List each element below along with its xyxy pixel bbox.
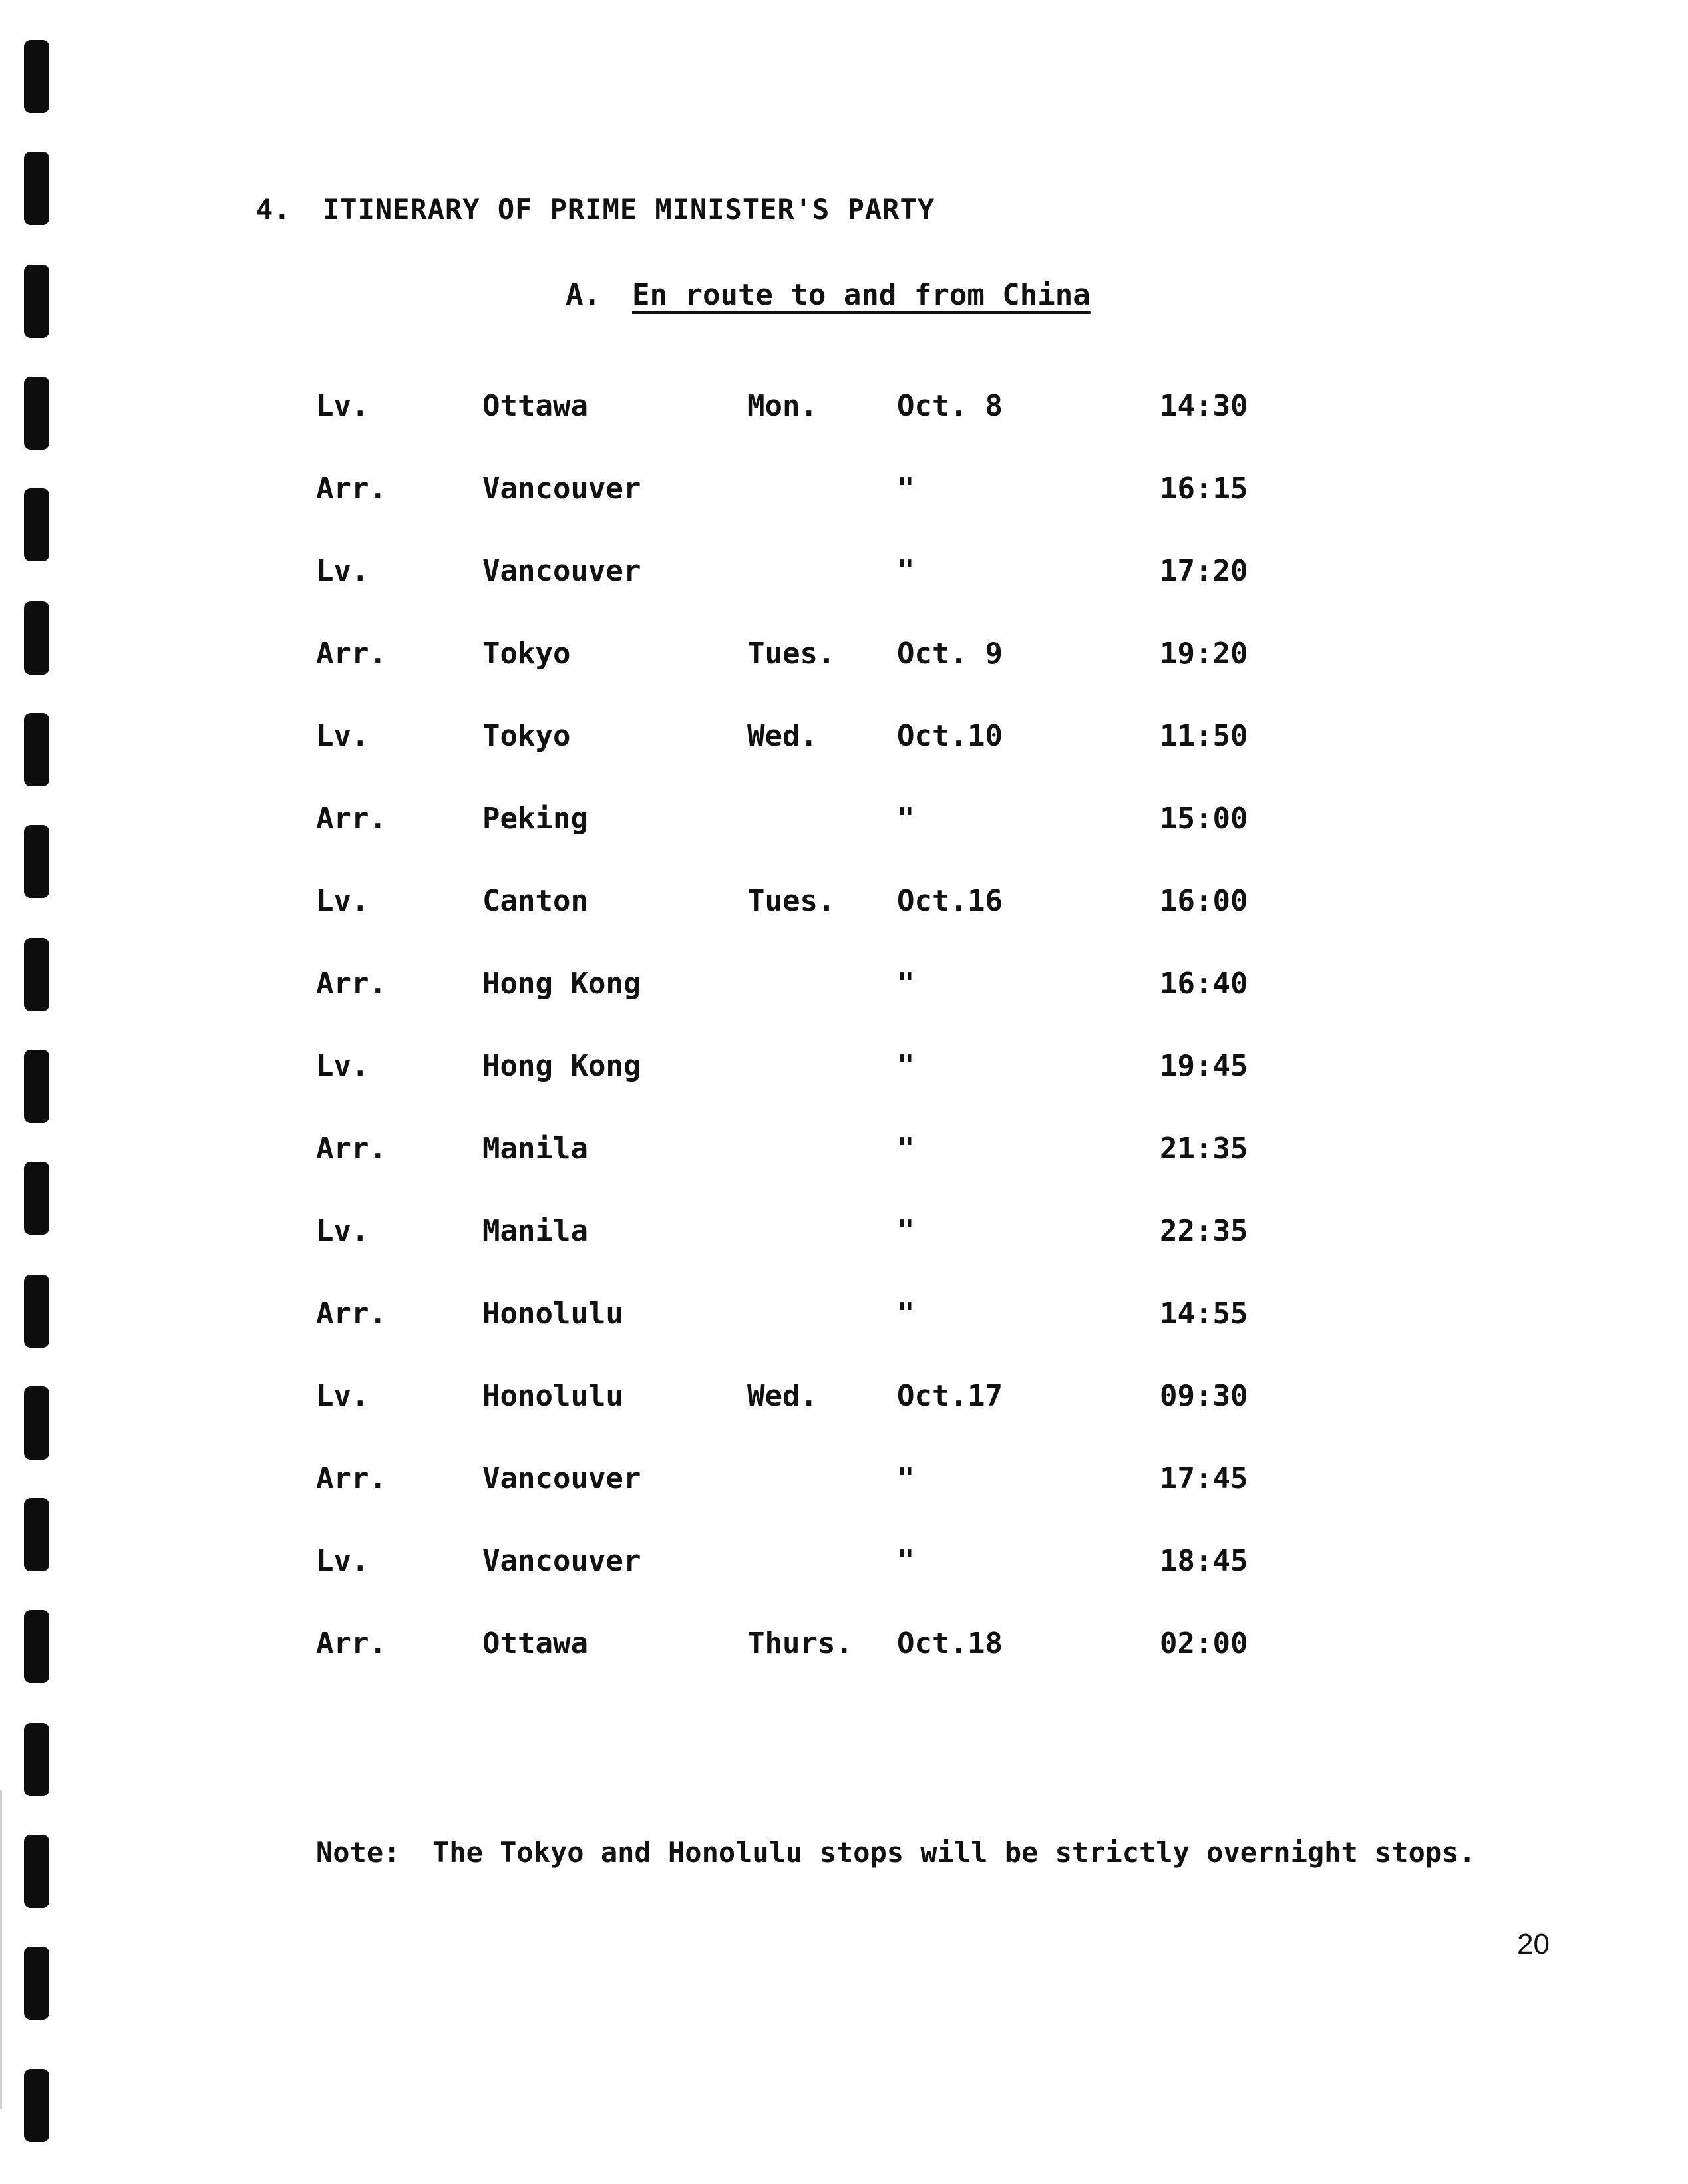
- itinerary-time: 15:00: [1160, 802, 1248, 836]
- itinerary-row: [316, 554, 1314, 637]
- itinerary-date: Oct. 8: [897, 389, 1003, 423]
- itinerary-time: 09:30: [1160, 1379, 1248, 1413]
- binder-mark: [24, 601, 49, 675]
- itinerary-city: Hong Kong: [482, 967, 641, 1001]
- itinerary-city: Vancouver: [482, 1544, 641, 1578]
- binder-mark: [24, 1386, 49, 1460]
- itinerary-date: ": [897, 472, 915, 506]
- itinerary-row: [316, 802, 1314, 884]
- binder-mark: [24, 1947, 49, 2020]
- binder-mark: [24, 488, 49, 561]
- itinerary-action: Lv.: [316, 1049, 369, 1083]
- itinerary-date: ": [897, 1049, 915, 1083]
- itinerary-date: ": [897, 1132, 915, 1166]
- itinerary-time: 17:45: [1160, 1462, 1248, 1495]
- itinerary-date: ": [897, 1544, 915, 1578]
- binder-mark: [24, 40, 49, 113]
- page-edge: [0, 1790, 2, 2109]
- itinerary-date: Oct. 9: [897, 637, 1003, 671]
- itinerary-time: 18:45: [1160, 1544, 1248, 1578]
- section-heading: [256, 193, 935, 226]
- itinerary-time: 17:20: [1160, 554, 1248, 588]
- itinerary-time: 22:35: [1160, 1214, 1248, 1248]
- itinerary-action: Arr.: [316, 967, 387, 1001]
- itinerary-time: 19:20: [1160, 637, 1248, 671]
- itinerary-row: [316, 1297, 1314, 1379]
- itinerary-city: Ottawa: [482, 389, 588, 423]
- itinerary-action: Arr.: [316, 1132, 387, 1166]
- itinerary-time: 16:40: [1160, 967, 1248, 1001]
- itinerary-row: [316, 967, 1314, 1049]
- itinerary-action: Arr.: [316, 1297, 387, 1330]
- itinerary-date: ": [897, 1462, 915, 1495]
- binder-mark: [24, 1162, 49, 1235]
- itinerary-row: [316, 637, 1314, 719]
- itinerary-date: ": [897, 967, 915, 1001]
- itinerary-action: Arr.: [316, 1462, 387, 1495]
- itinerary-time: 11:50: [1160, 719, 1248, 753]
- itinerary-row: [316, 1544, 1314, 1627]
- binder-mark: [24, 1275, 49, 1348]
- itinerary-action: Lv.: [316, 389, 369, 423]
- binder-mark: [24, 1610, 49, 1683]
- section-number: 4.: [256, 193, 291, 226]
- binder-mark: [24, 377, 49, 450]
- itinerary-day: Tues.: [747, 637, 836, 671]
- itinerary-row: [316, 1049, 1314, 1132]
- page-number: 20: [1517, 1928, 1550, 1960]
- section-title: ITINERARY OF PRIME MINISTER'S PARTY: [323, 193, 935, 226]
- itinerary-city: Honolulu: [482, 1297, 623, 1330]
- itinerary-time: 16:00: [1160, 884, 1248, 918]
- binder-mark: [24, 2069, 49, 2142]
- itinerary-time: 14:55: [1160, 1297, 1248, 1330]
- itinerary-table: [316, 389, 1314, 1709]
- binder-mark: [24, 938, 49, 1011]
- subsection-heading: [566, 278, 1091, 312]
- itinerary-date: ": [897, 554, 915, 588]
- binder-mark: [24, 825, 49, 898]
- binder-mark: [24, 1050, 49, 1123]
- binder-mark: [24, 1498, 49, 1571]
- itinerary-row: [316, 1132, 1314, 1214]
- itinerary-city: Manila: [482, 1132, 588, 1166]
- itinerary-action: Arr.: [316, 802, 387, 836]
- itinerary-day: Wed.: [747, 719, 818, 753]
- itinerary-time: 21:35: [1160, 1132, 1248, 1166]
- note-label: Note:: [316, 1836, 401, 1869]
- note: [316, 1836, 1476, 1869]
- itinerary-action: Lv.: [316, 884, 369, 918]
- itinerary-row: [316, 1627, 1314, 1709]
- itinerary-time: 14:30: [1160, 389, 1248, 423]
- itinerary-city: Vancouver: [482, 1462, 641, 1495]
- itinerary-day: Wed.: [747, 1379, 818, 1413]
- binder-mark: [24, 152, 49, 225]
- itinerary-action: Lv.: [316, 1544, 369, 1578]
- itinerary-time: 02:00: [1160, 1627, 1248, 1660]
- itinerary-row: [316, 1214, 1314, 1297]
- itinerary-day: Tues.: [747, 884, 836, 918]
- itinerary-action: Lv.: [316, 1379, 369, 1413]
- itinerary-city: Manila: [482, 1214, 588, 1248]
- itinerary-row: [316, 1379, 1314, 1462]
- itinerary-city: Tokyo: [482, 719, 571, 753]
- itinerary-city: Tokyo: [482, 637, 571, 671]
- itinerary-row: [316, 1462, 1314, 1544]
- itinerary-date: ": [897, 1297, 915, 1330]
- itinerary-date: Oct.17: [897, 1379, 1003, 1413]
- itinerary-city: Vancouver: [482, 472, 641, 506]
- itinerary-city: Peking: [482, 802, 588, 836]
- binder-mark: [24, 1723, 49, 1796]
- binder-mark: [24, 265, 49, 338]
- itinerary-city: Ottawa: [482, 1627, 588, 1660]
- itinerary-row: [316, 719, 1314, 802]
- itinerary-row: [316, 472, 1314, 554]
- itinerary-day: Mon.: [747, 389, 818, 423]
- itinerary-city: Hong Kong: [482, 1049, 641, 1083]
- subsection-label: A.: [566, 278, 601, 312]
- itinerary-time: 19:45: [1160, 1049, 1248, 1083]
- binder-mark: [24, 1835, 49, 1908]
- itinerary-action: Arr.: [316, 637, 387, 671]
- binder-hole-marks: [24, 0, 51, 2184]
- itinerary-city: Honolulu: [482, 1379, 623, 1413]
- note-text: The Tokyo and Honolulu stops will be strictly overnight stops.: [432, 1836, 1476, 1869]
- itinerary-action: Arr.: [316, 1627, 387, 1660]
- itinerary-date: Oct.18: [897, 1627, 1003, 1660]
- itinerary-action: Lv.: [316, 1214, 369, 1248]
- itinerary-row: [316, 884, 1314, 967]
- itinerary-date: Oct.16: [897, 884, 1003, 918]
- itinerary-date: ": [897, 1214, 915, 1248]
- itinerary-row: [316, 389, 1314, 472]
- binder-mark: [24, 713, 49, 786]
- itinerary-date: Oct.10: [897, 719, 1003, 753]
- itinerary-city: Vancouver: [482, 554, 641, 588]
- itinerary-action: Lv.: [316, 719, 369, 753]
- itinerary-action: Lv.: [316, 554, 369, 588]
- itinerary-action: Arr.: [316, 472, 387, 506]
- itinerary-date: ": [897, 802, 915, 836]
- itinerary-city: Canton: [482, 884, 588, 918]
- subsection-title: En route to and from China: [632, 278, 1091, 312]
- itinerary-day: Thurs.: [747, 1627, 853, 1660]
- itinerary-time: 16:15: [1160, 472, 1248, 506]
